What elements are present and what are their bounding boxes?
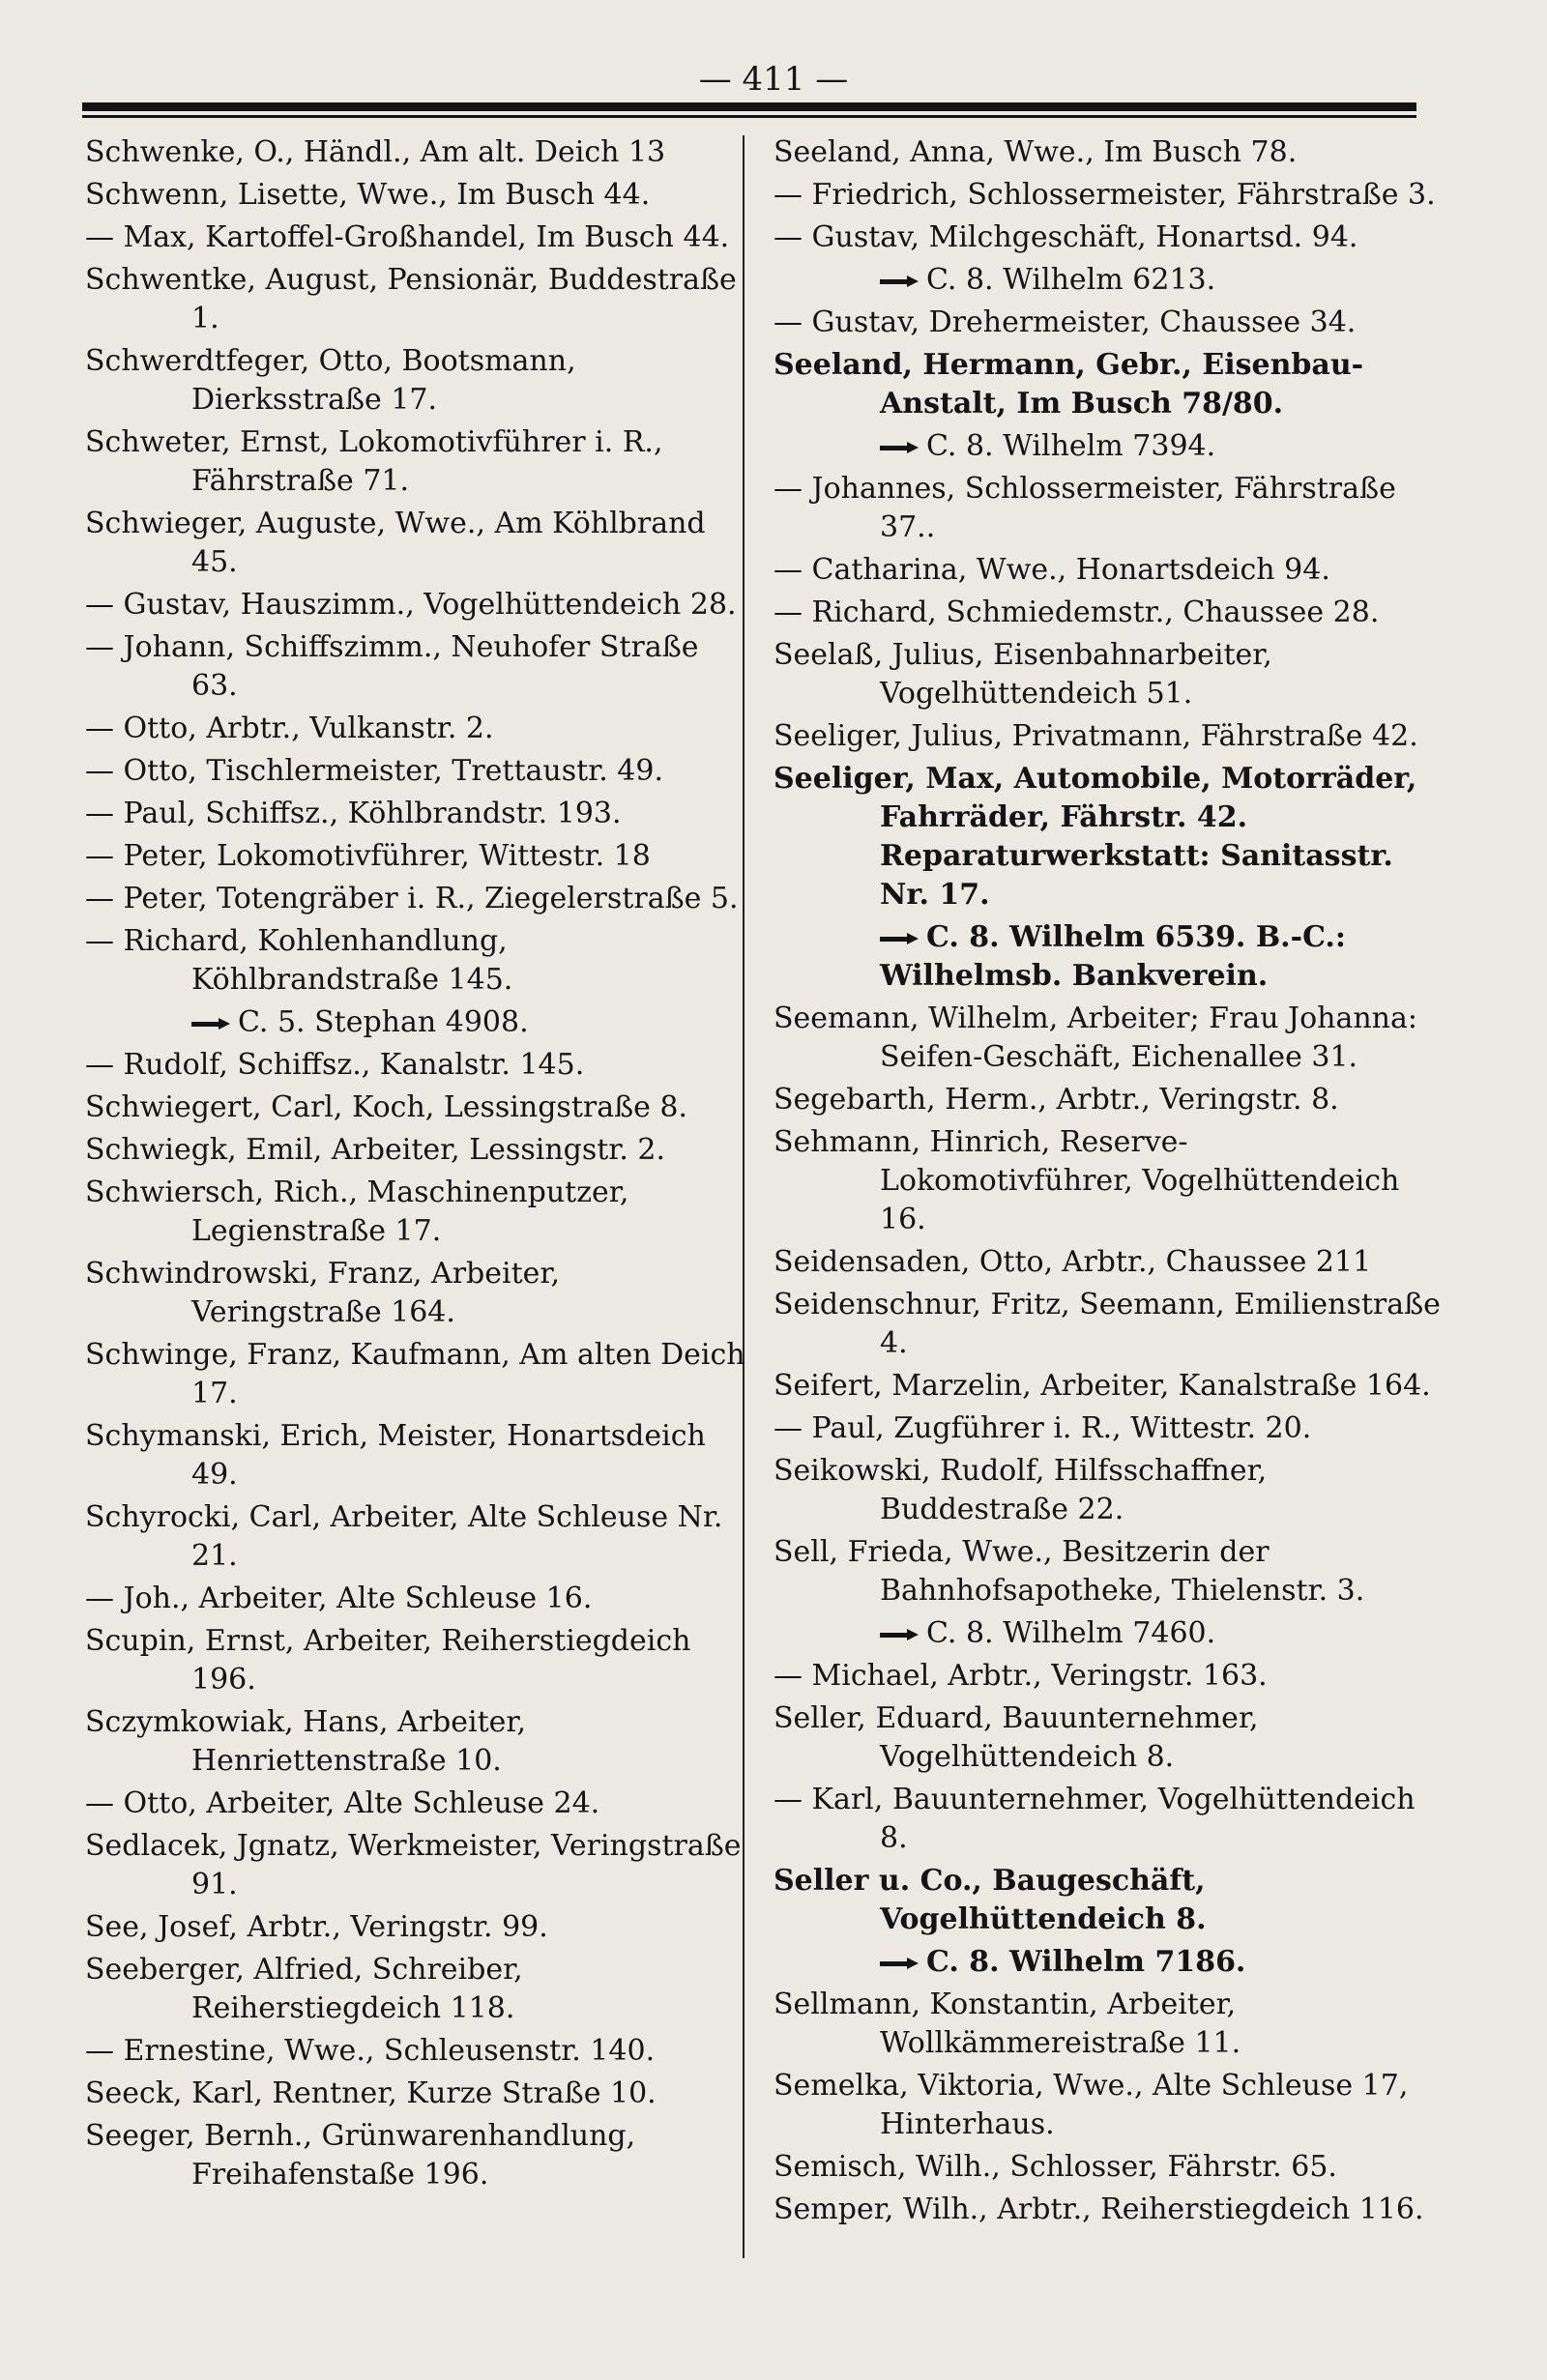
entry-text: Semelka, Viktoria, Wwe., Alte Schleuse 17, Hinterhaus.: [774, 2069, 1409, 2141]
header-rule-thin: [82, 115, 1416, 118]
directory-entry: [85, 1174, 752, 1251]
entry-text: Seelaß, Julius, Eisenbahnarbeiter, Vogelhüttendeich 51.: [774, 638, 1272, 711]
directory-entry: [774, 1657, 1441, 1696]
directory-entry: [774, 1243, 1441, 1282]
directory-entry: [85, 342, 752, 420]
directory-entry: [85, 1088, 752, 1127]
directory-entry: [85, 1336, 752, 1413]
directory-entry: [85, 880, 752, 918]
directory-entry: [774, 261, 1441, 300]
left-column: [85, 133, 752, 2198]
entry-text: — Peter, Totengräber i. R., Ziegelerstraße 5.: [85, 882, 739, 915]
directory-entry: [774, 636, 1441, 713]
entry-text: — Gustav, Drehermeister, Chaussee 34.: [774, 305, 1357, 339]
directory-entry: [774, 2067, 1441, 2144]
entry-text: Schwenn, Lisette, Wwe., Im Busch 44.: [85, 178, 651, 212]
directory-entry: [774, 1081, 1441, 1119]
directory-entry: [774, 2191, 1441, 2229]
directory-entry: [85, 2075, 752, 2113]
entry-text: Semisch, Wilh., Schlosser, Fährstr. 65.: [774, 2150, 1337, 2184]
entry-text: — Otto, Arbtr., Vulkanstr. 2.: [85, 711, 494, 745]
entry-text: C. 8. Wilhelm 6213.: [926, 263, 1216, 297]
directory-entry: [774, 133, 1441, 172]
directory-entry: [774, 1367, 1441, 1406]
entry-text: — Richard, Schmiedemstr., Chaussee 28.: [774, 595, 1380, 629]
entry-text: — Otto, Tischlermeister, Trettaustr. 49.: [85, 754, 664, 788]
entry-text: C. 5. Stephan 4908.: [238, 1005, 529, 1039]
entry-text: Seifert, Marzelin, Arbeiter, Kanalstraße 164.: [774, 1369, 1431, 1403]
directory-entry: [85, 1951, 752, 2028]
directory-entry: [85, 628, 752, 706]
entry-text: Schwiegk, Emil, Arbeiter, Lessingstr. 2.: [85, 1133, 666, 1167]
entry-text: Sehmann, Hinrich, Reserve-Lokomotivführer, Vogelhüttendeich 16.: [774, 1125, 1400, 1236]
entry-text: Schwentke, August, Pensionär, Buddestraße 1.: [85, 263, 737, 335]
directory-entry: [774, 1781, 1441, 1858]
directory-entry: [85, 1003, 752, 1042]
directory-entry: [85, 1498, 752, 1576]
directory-entry: [85, 218, 752, 257]
directory-entry: [774, 1452, 1441, 1529]
header-rule-thick: [82, 102, 1416, 111]
directory-entry: [85, 1785, 752, 1823]
directory-entry: [85, 586, 752, 624]
entry-text: — Otto, Arbeiter, Alte Schleuse 24.: [85, 1786, 600, 1820]
directory-entry: [85, 261, 752, 338]
directory-entry: [85, 2117, 752, 2194]
entry-text: Semper, Wilh., Arbtr., Reiherstiegdeich 116.: [774, 2192, 1424, 2226]
entry-text: — Max, Kartoffel-Großhandel, Im Busch 44.: [85, 220, 730, 254]
entry-text: Seeliger, Julius, Privatmann, Fährstraße 42.: [774, 719, 1418, 753]
telephone-icon: [880, 1958, 919, 1969]
entry-text: Schymanski, Erich, Meister, Honartsdeich 49.: [85, 1419, 706, 1492]
entry-text: C. 8. Wilhelm 7186.: [926, 1945, 1246, 1979]
directory-entry: [85, 1703, 752, 1781]
page-number: — 411 —: [698, 60, 849, 99]
entry-text: Seeck, Karl, Rentner, Kurze Straße 10.: [85, 2076, 657, 2110]
directory-entry: [774, 2148, 1441, 2187]
directory-entry: [85, 752, 752, 791]
directory-entry: [774, 1614, 1441, 1653]
directory-entry: [85, 795, 752, 833]
entry-text: — Karl, Bauunternehmer, Vogelhüttendeich 8.: [774, 1783, 1416, 1855]
entry-text: — Joh., Arbeiter, Alte Schleuse 16.: [85, 1582, 593, 1615]
entry-text: Seeger, Bernh., Grünwarenhandlung, Freihafenstaße 196.: [85, 2119, 636, 2191]
directory-entry: [774, 176, 1441, 215]
telephone-icon: [191, 1018, 230, 1030]
entry-text: — Gustav, Hauszimm., Vogelhüttendeich 28.: [85, 588, 737, 622]
entry-text: — Peter, Lokomotivführer, Wittestr. 18: [85, 839, 651, 873]
directory-entry: [85, 2032, 752, 2071]
entry-text: — Paul, Zugführer i. R., Wittestr. 20.: [774, 1411, 1312, 1445]
directory-entry: [85, 423, 752, 501]
directory-entry: [774, 1986, 1441, 2063]
telephone-icon: [880, 442, 919, 453]
directory-entry: [85, 710, 752, 748]
entry-text: — Michael, Arbtr., Veringstr. 163.: [774, 1659, 1268, 1693]
directory-entry: [85, 1417, 752, 1495]
entry-text: Segebarth, Herm., Arbtr., Veringstr. 8.: [774, 1083, 1339, 1117]
entry-text: Schwiersch, Rich., Maschinenputzer, Legienstraße 17.: [85, 1175, 629, 1248]
directory-entry: [774, 218, 1441, 257]
directory-entry: [85, 176, 752, 215]
entry-text: — Johann, Schiffszimm., Neuhofer Straße 63.: [85, 630, 699, 703]
entry-text: Seeberger, Alfried, Schreiber, Reiherstiegdeich 118.: [85, 1953, 523, 2025]
entry-text: — Catharina, Wwe., Honartsdeich 94.: [774, 553, 1330, 587]
telephone-icon: [880, 276, 919, 287]
entry-text: Schwindrowski, Franz, Arbeiter, Veringstraße 164.: [85, 1257, 560, 1329]
directory-entry: [774, 427, 1441, 466]
entry-text: Seeliger, Max, Automobile, Motorräder, Fahrräder, Fährstr. 42. Reparaturwerkstatt: Sanitasstr. Nr. 17.: [774, 762, 1417, 912]
entry-text: C. 8. Wilhelm 7460.: [926, 1616, 1216, 1650]
entry-text: Seller, Eduard, Bauunternehmer, Vogelhüttendeich 8.: [774, 1701, 1259, 1774]
directory-entry: [85, 1622, 752, 1699]
entry-text: — Ernestine, Wwe., Schleusenstr. 140.: [85, 2034, 656, 2068]
entry-text: Schwenke, O., Händl., Am alt. Deich 13: [85, 135, 666, 169]
directory-entry: [774, 1943, 1441, 1982]
entry-text: Sczymkowiak, Hans, Arbeiter, Henriettenstraße 10.: [85, 1705, 526, 1778]
directory-entry: [774, 1123, 1441, 1239]
entry-text: Sell, Frieda, Wwe., Besitzerin der Bahnhofsapotheke, Thielenstr. 3.: [774, 1535, 1365, 1608]
directory-entry: [85, 1046, 752, 1085]
entry-text: — Paul, Schiffsz., Köhlbrandstr. 193.: [85, 797, 622, 830]
entry-text: Schweter, Ernst, Lokomotivführer i. R., Fährstraße 71.: [85, 425, 663, 498]
directory-entry: [774, 346, 1441, 423]
directory-entry: [774, 470, 1441, 547]
entry-text: Schwinge, Franz, Kaufmann, Am alten Deich 17.: [85, 1338, 745, 1410]
entry-text: Seikowski, Rudolf, Hilfsschaffner, Buddestraße 22.: [774, 1454, 1268, 1526]
entry-text: Seeland, Hermann, Gebr., Eisenbau-Anstalt, Im Busch 78/80.: [774, 348, 1364, 421]
entry-text: Seller u. Co., Baugeschäft, Vogelhüttendeich 8.: [774, 1864, 1207, 1936]
entry-text: Scupin, Ernst, Arbeiter, Reiherstiegdeich 196.: [85, 1624, 691, 1697]
entry-text: Seemann, Wilhelm, Arbeiter; Frau Johanna: Seifen-Geschäft, Eichenallee 31.: [774, 1001, 1417, 1074]
directory-entry: [774, 717, 1441, 756]
telephone-icon: [880, 1629, 919, 1640]
directory-entry: [774, 594, 1441, 632]
entry-text: Schwerdtfeger, Otto, Bootsmann, Dierksstraße 17.: [85, 344, 576, 417]
directory-entry: [774, 760, 1441, 914]
entry-text: Seidensaden, Otto, Arbtr., Chaussee 211: [774, 1245, 1372, 1279]
entry-text: Schwieger, Auguste, Wwe., Am Köhlbrand 45.: [85, 507, 706, 579]
directory-entry: [85, 1827, 752, 1904]
directory-entry: [774, 1409, 1441, 1448]
directory-entry: [774, 551, 1441, 590]
entry-text: — Friedrich, Schlossermeister, Fährstraße 3.: [774, 178, 1436, 212]
directory-entry: [774, 1286, 1441, 1363]
entry-text: Schwiegert, Carl, Koch, Lessingstraße 8.: [85, 1090, 688, 1124]
entry-text: C. 8. Wilhelm 7394.: [926, 429, 1216, 463]
directory-entry: [774, 1533, 1441, 1611]
entry-text: See, Josef, Arbtr., Veringstr. 99.: [85, 1910, 548, 1944]
directory-entry: [774, 1000, 1441, 1077]
right-column: [774, 133, 1441, 2233]
entry-text: Schyrocki, Carl, Arbeiter, Alte Schleuse Nr. 21.: [85, 1500, 723, 1573]
entry-text: — Richard, Kohlenhandlung, Köhlbrandstraße 145.: [85, 924, 513, 997]
directory-entry: [85, 1908, 752, 1947]
entry-text: Sellmann, Konstantin, Arbeiter, Wollkämmereistraße 11.: [774, 1988, 1241, 2060]
directory-entry: [774, 918, 1441, 996]
entry-text: Sedlacek, Jgnatz, Werkmeister, Veringstraße 91.: [85, 1829, 742, 1901]
directory-entry: [85, 505, 752, 582]
telephone-icon: [880, 933, 919, 944]
directory-entry: [85, 922, 752, 1000]
entry-text: — Johannes, Schlossermeister, Fährstraße 37..: [774, 472, 1396, 544]
directory-entry: [85, 837, 752, 876]
directory-entry: [85, 1131, 752, 1170]
entry-text: Seidenschnur, Fritz, Seemann, Emilienstraße 4.: [774, 1288, 1441, 1360]
directory-entry: [774, 1699, 1441, 1777]
directory-entry: [774, 1862, 1441, 1939]
entry-text: — Gustav, Milchgeschäft, Honartsd. 94.: [774, 220, 1358, 254]
directory-entry: [774, 304, 1441, 342]
directory-entry: [85, 1580, 752, 1618]
entry-text: — Rudolf, Schiffsz., Kanalstr. 145.: [85, 1048, 585, 1082]
directory-entry: [85, 1255, 752, 1332]
entry-text: C. 8. Wilhelm 6539. B.-C.: Wilhelmsb. Bankverein.: [880, 920, 1346, 993]
entry-text: Seeland, Anna, Wwe., Im Busch 78.: [774, 135, 1298, 169]
directory-entry: [85, 133, 752, 172]
